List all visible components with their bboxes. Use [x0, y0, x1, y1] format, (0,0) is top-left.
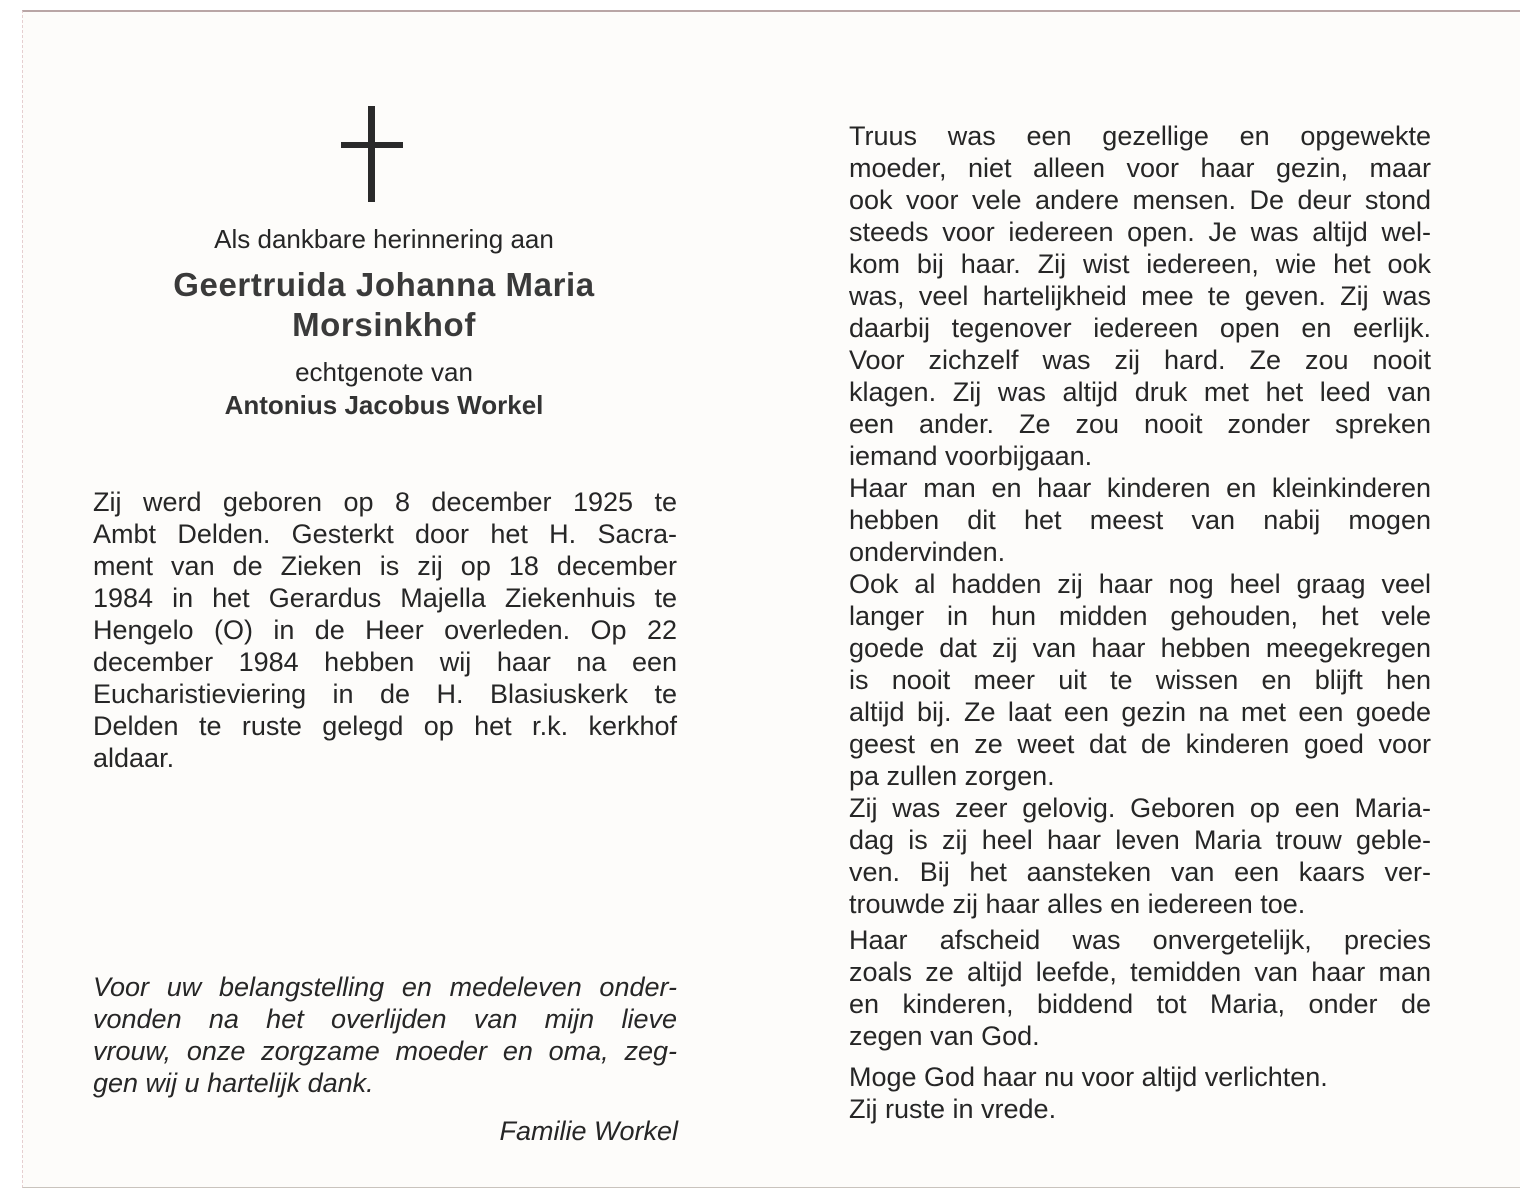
deceased-name-line-1: Geertruida Johanna Maria	[173, 266, 595, 303]
tribute-line: Haar man en haar kinderen en kleinkinderen	[849, 473, 1431, 503]
tribute-line: pa zullen zorgen.	[849, 761, 1055, 791]
tribute-line: Zij was zeer gelovig. Geboren op een Maria-	[849, 793, 1431, 823]
tribute-line: Voor zichzelf was zij hard. Ze zou nooit	[849, 345, 1431, 375]
tribute-line: geest en ze weet dat de kinderen goed voor	[849, 729, 1431, 759]
tribute-line: Moge God haar nu voor altijd verlichten.	[849, 1062, 1328, 1092]
tribute-line: daarbij tegenover iedereen open en eerlijk.	[849, 313, 1431, 343]
tribute-line: hebben dit het meest van nabij mogen	[849, 505, 1431, 535]
thanks-line: vrouw, onze zorgzame moeder en oma, zeg-	[93, 1036, 677, 1066]
tribute-line: is nooit meer uit te wissen en blijft hen	[849, 665, 1431, 695]
bio-line: ment van de Zieken is zij op 18 december	[93, 551, 677, 581]
tribute-line: moeder, niet alleen voor haar gezin, maar	[849, 153, 1431, 183]
tribute-line: klagen. Zij was altijd druk met het leed van	[849, 377, 1431, 407]
tribute-line: en kinderen, biddend tot Maria, onder de	[849, 989, 1431, 1019]
tribute-line: kom bij haar. Zij wist iedereen, wie het ook	[849, 249, 1431, 279]
tribute-line: een ander. Ze zou nooit zonder spreken	[849, 409, 1431, 439]
bio-line: Hengelo (O) in de Heer overleden. Op 22	[93, 615, 677, 645]
tribute-line: zegen van God.	[849, 1021, 1040, 1051]
tribute-line: Haar afscheid was onvergetelijk, precies	[849, 925, 1431, 955]
cross-icon	[341, 106, 403, 202]
tribute-line: goede dat zij van haar hebben meegekregen	[849, 633, 1431, 663]
tribute-line: ven. Bij het aansteken van een kaars ver-	[849, 857, 1431, 887]
tribute-line: steeds voor iedereen open. Je was altijd wel-	[849, 217, 1431, 247]
thanks-line: vonden na het overlijden van mijn lieve	[93, 1004, 677, 1034]
intro-text: Als dankbare herinnering aan	[214, 224, 554, 254]
tribute-line: Ook al hadden zij haar nog heel graag veel	[849, 569, 1431, 599]
spouse-name: Antonius Jacobus Workel	[224, 390, 544, 420]
bio-line: Delden te ruste gelegd op het r.k. kerkhof	[93, 711, 677, 741]
thanks-line: gen wij u hartelijk dank.	[93, 1068, 374, 1098]
bio-line: aldaar.	[93, 743, 175, 773]
bio-line: Eucharistieviering in de H. Blasiuskerk te	[93, 679, 677, 709]
spouse-label: echtgenote van	[295, 357, 473, 387]
tribute-line: altijd bij. Ze laat een gezin na met een goede	[849, 697, 1431, 727]
tribute-line: ondervinden.	[849, 537, 1006, 567]
tribute-line: trouwde zij haar alles en iedereen toe.	[849, 889, 1306, 919]
deceased-name-line-2: Morsinkhof	[292, 306, 476, 343]
bio-line: 1984 in het Gerardus Majella Ziekenhuis te	[93, 583, 677, 613]
signature: Familie Workel	[499, 1116, 678, 1146]
tribute-line: ook voor vele andere mensen. De deur stond	[849, 185, 1431, 215]
tribute-line: Truus was een gezellige en opgewekte	[849, 121, 1431, 151]
bio-line: december 1984 hebben wij haar na een	[93, 647, 677, 677]
bio-line: Zij werd geboren op 8 december 1925 te	[93, 487, 677, 517]
tribute-line: was, veel hartelijkheid mee te geven. Zij was	[849, 281, 1431, 311]
tribute-line: zoals ze altijd leefde, temidden van haar man	[849, 957, 1431, 987]
thanks-line: Voor uw belangstelling en medeleven onder-	[93, 972, 677, 1002]
bio-line: Ambt Delden. Gesterkt door het H. Sacra-	[93, 519, 677, 549]
tribute-line: langer in hun midden gehouden, het vele	[849, 601, 1431, 631]
tribute-line: dag is zij heel haar leven Maria trouw geble-	[849, 825, 1431, 855]
tribute-line: iemand voorbijgaan.	[849, 441, 1093, 471]
tribute-line: Zij ruste in vrede.	[849, 1094, 1057, 1124]
